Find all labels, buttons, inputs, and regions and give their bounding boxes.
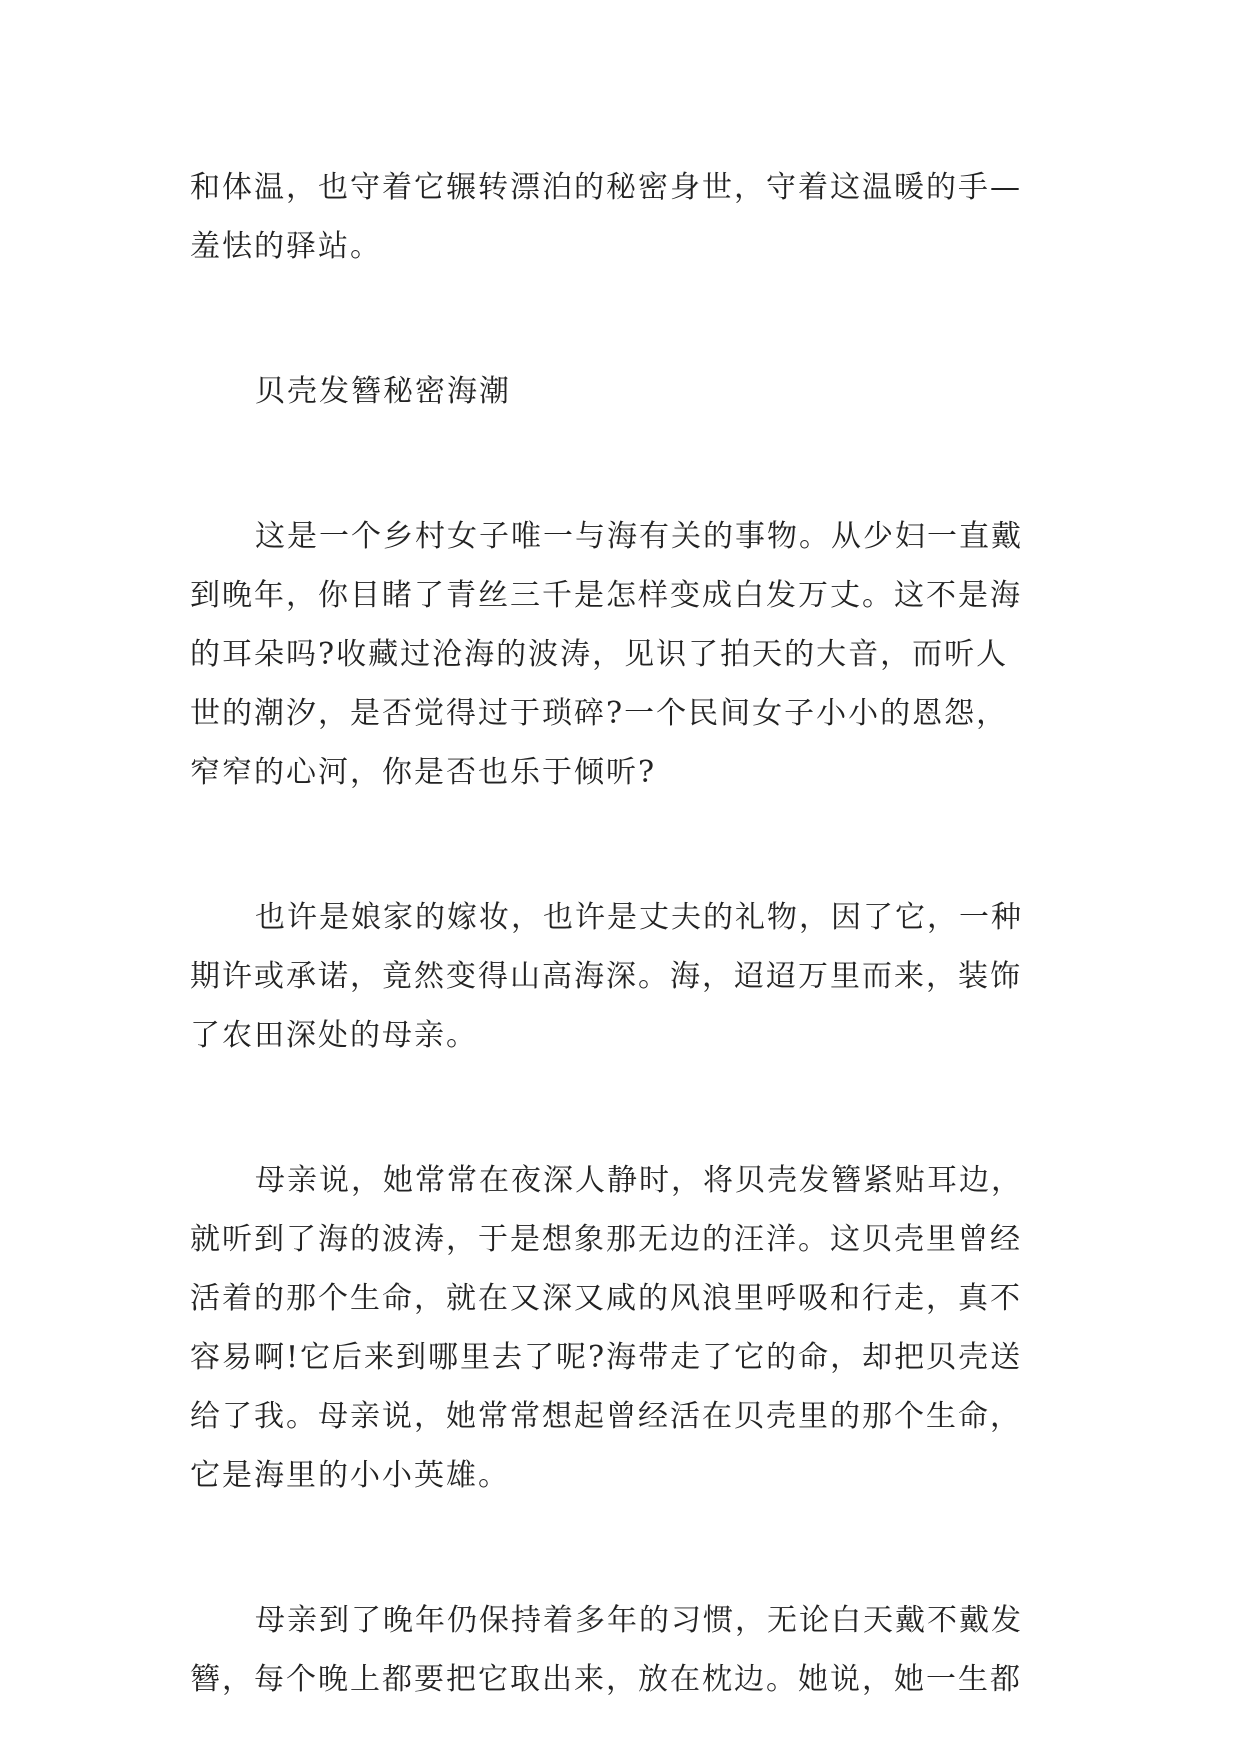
paragraph-spacer xyxy=(190,1065,1070,1151)
body-paragraph xyxy=(190,158,1070,276)
body-paragraph xyxy=(190,507,1070,802)
paragraph-line: 期许或承诺，竟然变得山高海深。海，迢迢万里而来，装饰 xyxy=(190,959,1022,994)
paragraph-line: 容易啊!它后来到哪里去了呢?海带走了它的命，却把贝壳送 xyxy=(190,1340,1023,1375)
body-paragraph xyxy=(190,1591,1070,1709)
paragraph-line: 这是一个乡村女子唯一与海有关的事物。从少妇一直戴 xyxy=(255,519,1023,554)
section-heading xyxy=(190,362,1070,421)
heading-text: 贝壳发簪秘密海潮 xyxy=(255,374,511,409)
paragraph-spacer xyxy=(190,802,1070,888)
paragraph-line: 给了我。母亲说，她常常想起曾经活在贝壳里的那个生命， xyxy=(190,1399,1022,1434)
paragraph-line: 的耳朵吗?收藏过沧海的波涛，见识了拍天的大音，而听人 xyxy=(190,637,1009,672)
body-paragraph xyxy=(190,888,1070,1065)
paragraph-line: 羞怯的驿站。 xyxy=(190,229,382,264)
paragraph-spacer xyxy=(190,421,1070,507)
paragraph-line: 簪，每个晚上都要把它取出来，放在枕边。她说，她一生都 xyxy=(190,1662,1022,1697)
paragraph-line: 母亲说，她常常在夜深人静时，将贝壳发簪紧贴耳边， xyxy=(255,1163,1023,1198)
document-body xyxy=(190,158,1070,1709)
paragraph-line: 了农田深处的母亲。 xyxy=(190,1018,478,1053)
paragraph-line: 窄窄的心河，你是否也乐于倾听? xyxy=(190,755,657,790)
paragraph-spacer xyxy=(190,276,1070,362)
paragraph-line: 到晚年，你目睹了青丝三千是怎样变成白发万丈。这不是海 xyxy=(190,578,1022,613)
paragraph-line: 活着的那个生命，就在又深又咸的风浪里呼吸和行走，真不 xyxy=(190,1281,1022,1316)
paragraph-line: 母亲到了晚年仍保持着多年的习惯，无论白天戴不戴发 xyxy=(255,1603,1023,1638)
paragraph-line: 和体温，也守着它辗转漂泊的秘密身世，守着这温暖的手— xyxy=(190,170,1022,205)
paragraph-line: 世的潮汐，是否觉得过于琐碎?一个民间女子小小的恩怨， xyxy=(190,696,1009,731)
paragraph-line: 它是海里的小小英雄。 xyxy=(190,1458,510,1493)
paragraph-spacer xyxy=(190,1505,1070,1591)
paragraph-line: 也许是娘家的嫁妆，也许是丈夫的礼物，因了它，一种 xyxy=(255,900,1023,935)
paragraph-line: 就听到了海的波涛，于是想象那无边的汪洋。这贝壳里曾经 xyxy=(190,1222,1022,1257)
body-paragraph xyxy=(190,1151,1070,1505)
